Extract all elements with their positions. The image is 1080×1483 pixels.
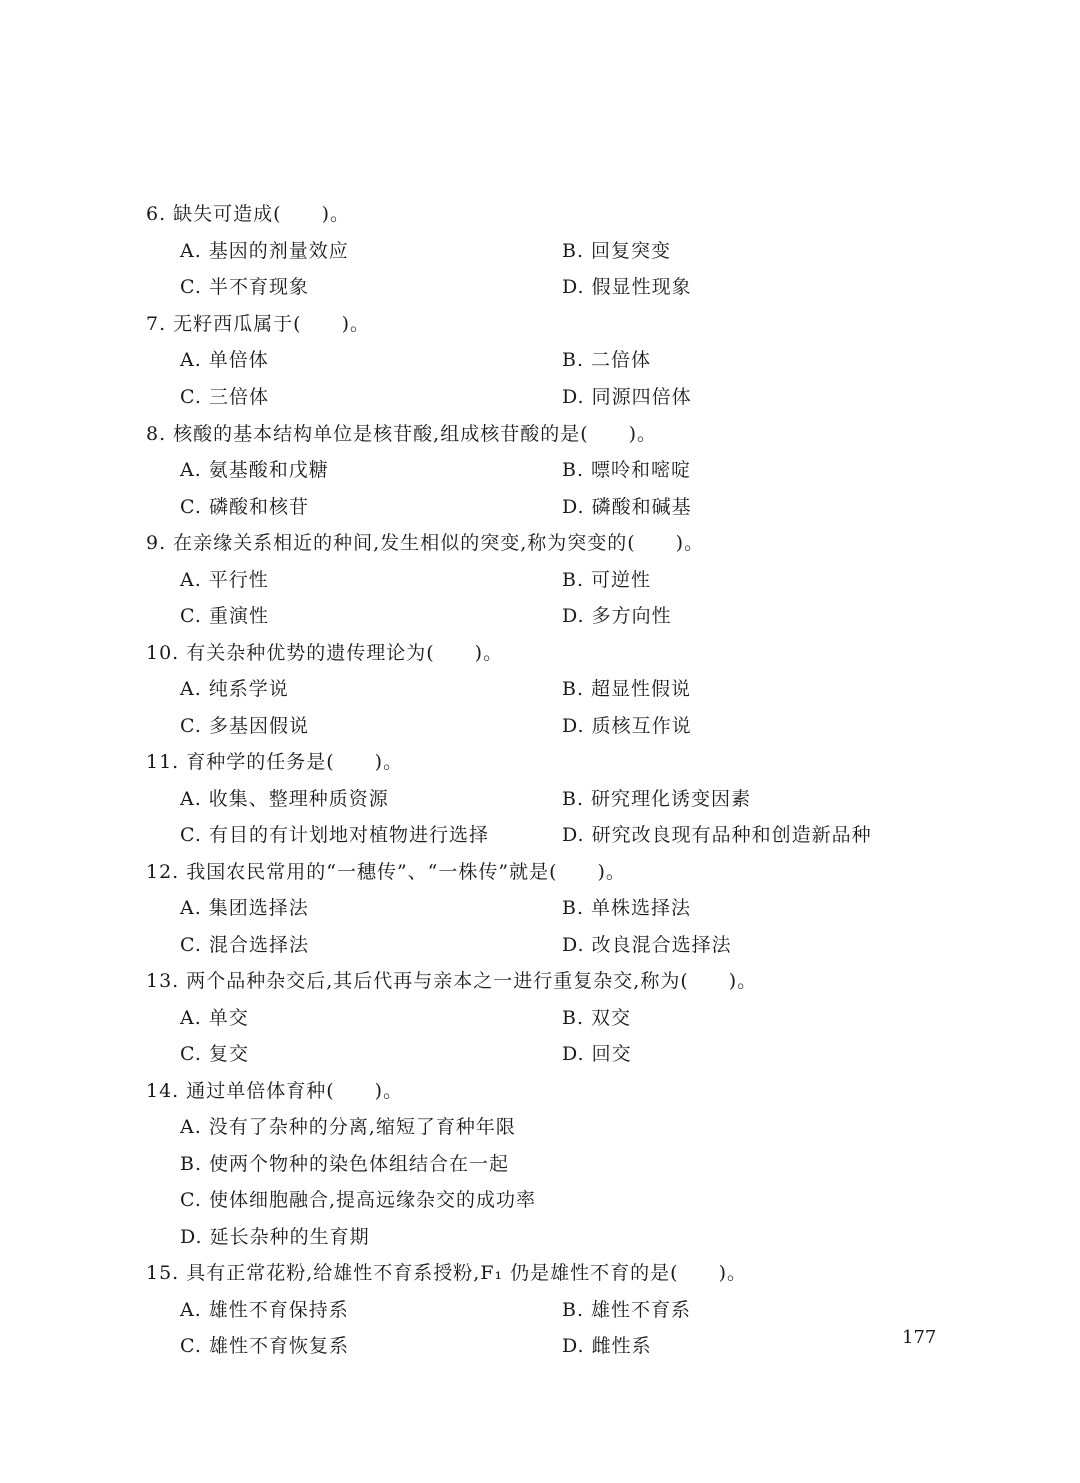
question-11-option-b: B. 研究理化诱变因素	[562, 788, 752, 810]
question-6-option-b: B. 回复突变	[562, 240, 672, 262]
question-14-option-a: A. 没有了杂种的分离,缩短了育种年限	[180, 1116, 516, 1138]
question-8-option-a: A. 氨基酸和戊糖	[180, 459, 329, 481]
question-9-stem: 9. 在亲缘关系相近的种间,发生相似的突变,称为突变的( )。	[146, 532, 705, 554]
question-9-option-c: C. 重演性	[180, 605, 269, 627]
question-7-option-a: A. 单倍体	[180, 349, 269, 371]
question-10-stem: 10. 有关杂种优势的遗传理论为( )。	[146, 642, 504, 664]
question-9-option-d: D. 多方向性	[562, 605, 672, 627]
question-6-stem: 6. 缺失可造成( )。	[146, 203, 350, 225]
question-11-stem: 11. 育种学的任务是( )。	[146, 751, 404, 773]
question-7-option-c: C. 三倍体	[180, 386, 269, 408]
question-12-option-b: B. 单株选择法	[562, 897, 692, 919]
page-number: 177	[902, 1327, 937, 1348]
question-8-option-c: C. 磷酸和核苷	[180, 496, 309, 518]
question-10-option-d: D. 质核互作说	[562, 715, 692, 737]
question-12-option-c: C. 混合选择法	[180, 934, 309, 956]
question-9-option-b: B. 可逆性	[562, 569, 652, 591]
question-7-option-b: B. 二倍体	[562, 349, 652, 371]
question-13-option-c: C. 复交	[180, 1043, 249, 1065]
question-13-stem: 13. 两个品种杂交后,其后代再与亲本之一进行重复杂交,称为( )。	[146, 970, 758, 992]
question-8-option-d: D. 磷酸和碱基	[562, 496, 692, 518]
question-15-option-a: A. 雄性不育保持系	[180, 1299, 349, 1321]
question-10-option-b: B. 超显性假说	[562, 678, 692, 700]
question-11-option-c: C. 有目的有计划地对植物进行选择	[180, 824, 489, 846]
question-6-option-d: D. 假显性现象	[562, 276, 692, 298]
question-8-option-b: B. 嘌呤和嘧啶	[562, 459, 692, 481]
question-14-option-c: C. 使体细胞融合,提高远缘杂交的成功率	[180, 1189, 536, 1211]
question-11-option-a: A. 收集、整理种质资源	[180, 788, 389, 810]
question-7-option-d: D. 同源四倍体	[562, 386, 692, 408]
question-15-option-c: C. 雄性不育恢复系	[180, 1335, 349, 1357]
question-10-option-c: C. 多基因假说	[180, 715, 309, 737]
question-10-option-a: A. 纯系学说	[180, 678, 289, 700]
question-6-option-a: A. 基因的剂量效应	[180, 240, 349, 262]
question-15-stem: 15. 具有正常花粉,给雄性不育系授粉,F₁ 仍是雄性不育的是( )。	[146, 1262, 748, 1284]
question-11-option-d: D. 研究改良现有品种和创造新品种	[562, 824, 872, 846]
question-12-option-d: D. 改良混合选择法	[562, 934, 732, 956]
question-8-stem: 8. 核酸的基本结构单位是核苷酸,组成核苷酸的是( )。	[146, 423, 658, 445]
question-6-option-c: C. 半不育现象	[180, 276, 309, 298]
question-12-stem: 12. 我国农民常用的“一穗传”、“一株传”就是( )。	[146, 861, 626, 883]
question-13-option-b: B. 双交	[562, 1007, 632, 1029]
question-15-option-d: D. 雌性系	[562, 1335, 652, 1357]
question-12-option-a: A. 集团选择法	[180, 897, 309, 919]
question-9-option-a: A. 平行性	[180, 569, 269, 591]
question-13-option-a: A. 单交	[180, 1007, 249, 1029]
question-13-option-d: D. 回交	[562, 1043, 632, 1065]
question-7-stem: 7. 无籽西瓜属于( )。	[146, 313, 370, 335]
question-14-stem: 14. 通过单倍体育种( )。	[146, 1080, 404, 1102]
question-14-option-b: B. 使两个物种的染色体组结合在一起	[180, 1153, 510, 1175]
question-14-option-d: D. 延长杂种的生育期	[180, 1226, 370, 1248]
question-15-option-b: B. 雄性不育系	[562, 1299, 692, 1321]
